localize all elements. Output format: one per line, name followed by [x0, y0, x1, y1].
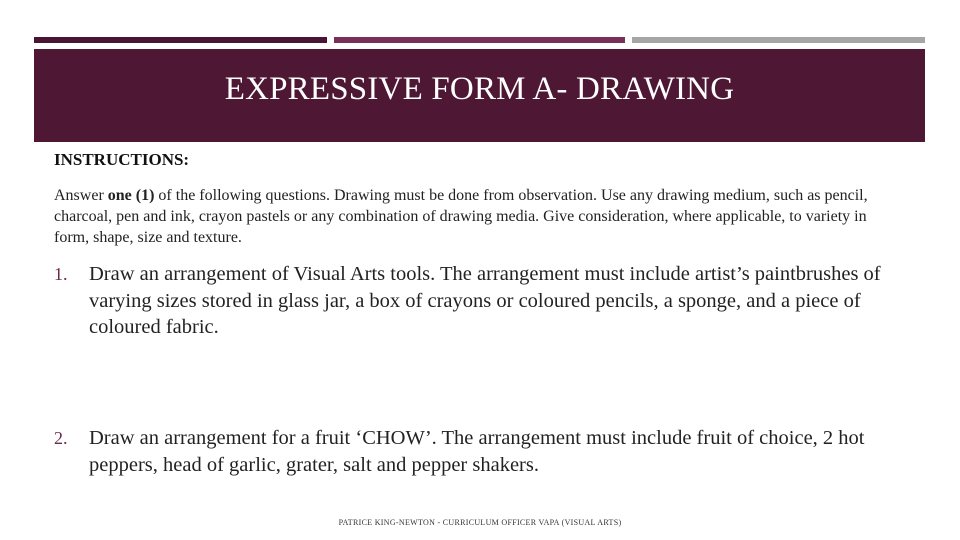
question-item [54, 425, 914, 478]
title-band [34, 49, 925, 142]
instructions-body [54, 185, 904, 248]
accent-bar-mid [334, 37, 625, 43]
question-number: 1. [54, 264, 68, 284]
instructions-prefix: Answer [54, 187, 108, 204]
accent-bar-dark [34, 37, 327, 43]
instructions-suffix: of the following questions. Drawing must be done from observation. Use any drawing medium, such as pencil, charcoal, pen and ink, crayon pastels or any combination of drawing media. Give consideration, where applicable, to variety in form, shape, size and texture. [54, 187, 868, 246]
instructions-emphasis: one (1) [107, 187, 155, 204]
question-item [54, 261, 914, 341]
accent-bar-grey [632, 37, 925, 43]
footer-credit: PATRICE KING-NEWTON - CURRICULUM OFFICER VAPA (VISUAL ARTS) [338, 518, 622, 527]
question-text: Draw an arrangement of Visual Arts tools. The arrangement must include artist’s paintbrushes of varying sizes stored in glass jar, a box of crayons or coloured pencils, a sponge, and a piece of coloured fabric. [89, 263, 881, 338]
question-number: 2. [54, 428, 68, 448]
question-text: Draw an arrangement for a fruit ‘CHOW’. The arrangement must include fruit of choice, 2 hot peppers, head of garlic, grater, salt and pepper shakers. [89, 427, 865, 476]
slide-title: EXPRESSIVE FORM A- DRAWING [224, 71, 735, 107]
instructions-heading: INSTRUCTIONS: [54, 150, 190, 169]
